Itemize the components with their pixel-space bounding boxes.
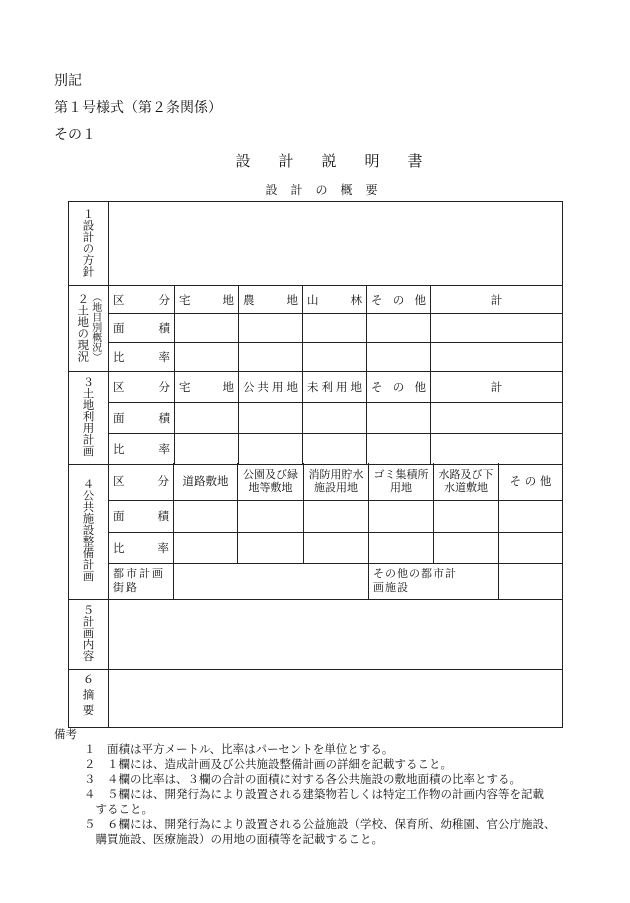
s4-ratio-park[interactable] <box>238 532 304 563</box>
section-1-label: １設計の方針 <box>81 207 96 277</box>
section-6-input[interactable] <box>109 669 563 727</box>
s3-col-category: 区 分 <box>113 380 170 394</box>
note-5-cont: 購買施設、医療施設）の用地の面積等を記載すること。 <box>84 832 383 846</box>
section-3-label: ３土地利用計画 <box>81 376 96 457</box>
section-3-label-cell <box>69 372 109 465</box>
s3-ratio-residential[interactable] <box>175 434 239 465</box>
section-1-label-cell <box>69 202 109 286</box>
section-4-label: ４公共施設整備計画 <box>81 477 96 581</box>
s4-ratio-garbage[interactable] <box>369 532 434 563</box>
section-3-header-row <box>69 372 563 403</box>
s3-col-other: そ の 他 <box>371 380 426 394</box>
section-1-row <box>69 202 563 286</box>
section-2-area-row <box>69 314 563 343</box>
s4-other-input[interactable] <box>499 563 563 599</box>
section-4-ratio-row <box>69 532 563 563</box>
note-5: ５ ６欄には、開発行為により設置される公益施設（学校、保育所、幼稚園、官公庁施設、 <box>84 817 556 831</box>
document-subtitle: 設計の概要 <box>265 183 391 197</box>
section-4-area-row <box>69 500 563 532</box>
s4-col-other: そ の 他 <box>509 474 552 489</box>
document-title: 設計説明書 <box>235 152 451 170</box>
s4-row-ratio: 比 率 <box>113 540 169 555</box>
s4-ratio-fire-water[interactable] <box>304 532 369 563</box>
s4-area-park[interactable] <box>238 500 304 532</box>
s3-area-public[interactable] <box>239 403 303 434</box>
s2-ratio-other[interactable] <box>367 343 431 372</box>
section-2-ratio-row <box>69 343 563 372</box>
s3-area-unused[interactable] <box>303 403 367 434</box>
section-2-label-cell <box>69 286 109 372</box>
s4-ratio-road[interactable] <box>174 532 238 563</box>
note-4-cont: すること。 <box>84 802 153 816</box>
section-2-header-row <box>69 286 563 314</box>
s4-area-other[interactable] <box>499 500 563 532</box>
design-form-table <box>68 201 563 465</box>
s4-col-garbage: ゴミ集積所用地 <box>373 467 429 495</box>
s2-ratio-residential[interactable] <box>175 343 239 372</box>
section-2-label: 土地の現況 <box>76 304 91 362</box>
s2-ratio-forest[interactable] <box>303 343 367 372</box>
s3-ratio-unused[interactable] <box>303 434 367 465</box>
s4-col-park: 公園及び緑地等敷地 <box>243 467 298 495</box>
s2-row-ratio: 比 率 <box>113 350 170 364</box>
notes-heading: 備考 <box>54 727 77 741</box>
header-line-2: 第１号様式（第２条関係） <box>54 100 222 116</box>
section-5-label: ５計画内容 <box>81 603 96 662</box>
s4-road-input[interactable] <box>174 563 369 599</box>
notes <box>54 727 574 847</box>
s4-area-garbage[interactable] <box>369 500 434 532</box>
s2-col-category: 区 分 <box>113 292 170 307</box>
s3-row-ratio: 比 率 <box>113 442 170 456</box>
section-5-input[interactable] <box>109 599 563 669</box>
s3-area-other[interactable] <box>367 403 431 434</box>
s3-ratio-public[interactable] <box>239 434 303 465</box>
s4-col-waterway: 水路及び下水道敷地 <box>438 467 494 495</box>
section-1-input[interactable] <box>109 202 563 286</box>
s4-road-label: 都市計画街路 <box>113 567 165 594</box>
s3-col-unused: 未 利 用 地 <box>307 380 362 394</box>
s4-area-road[interactable] <box>174 500 238 532</box>
s3-col-public: 公 共 用 地 <box>243 380 298 394</box>
design-form-table-lower <box>68 463 563 728</box>
s4-col-fire-water: 消防用貯水施設用地 <box>308 467 364 495</box>
s2-area-total[interactable] <box>431 314 563 343</box>
s3-ratio-total[interactable] <box>431 434 563 465</box>
note-2: ２ １欄には、造成計画及び公共施設整備計画の詳細を記載すること。 <box>84 757 452 771</box>
note-4: ４ ５欄には、開発行為により設置される建築物若しくは特定工作物の計画内容等を記載 <box>84 787 544 801</box>
s2-col-total: 計 <box>490 292 503 307</box>
s2-row-area: 面 積 <box>113 321 170 335</box>
s2-col-other: そ の 他 <box>371 292 426 307</box>
header-line-3: その１ <box>54 127 96 143</box>
section-4-header-row <box>69 463 563 500</box>
s2-ratio-farmland[interactable] <box>239 343 303 372</box>
s4-col-category: 区 分 <box>113 474 169 489</box>
s3-col-total: 計 <box>490 380 503 394</box>
section-2-label-sub: （地目別概況） <box>89 292 101 362</box>
header-line-1: 別記 <box>54 73 82 89</box>
s2-col-farmland: 農 地 <box>243 292 298 307</box>
s4-ratio-waterway[interactable] <box>434 532 499 563</box>
s4-row-area: 面 積 <box>113 509 169 523</box>
s4-col-road: 道路敷地 <box>182 474 229 489</box>
section-3-area-row <box>69 403 563 434</box>
section-5-label-cell <box>69 599 109 669</box>
section-5-row <box>69 599 563 669</box>
s2-area-forest[interactable] <box>303 314 367 343</box>
s4-ratio-other[interactable] <box>499 532 563 563</box>
s2-ratio-total[interactable] <box>431 343 563 372</box>
section-3-ratio-row <box>69 434 563 465</box>
s3-row-area: 面 積 <box>113 411 170 425</box>
s4-other-label: その他の都市計画施設 <box>373 567 457 594</box>
s2-col-forest: 山 林 <box>307 292 362 307</box>
s3-area-residential[interactable] <box>175 403 239 434</box>
s2-area-residential[interactable] <box>175 314 239 343</box>
section-6-row <box>69 669 563 727</box>
section-2-label-num: ２ <box>76 293 91 305</box>
s2-col-residential: 宅 地 <box>179 292 234 307</box>
s2-area-other[interactable] <box>367 314 431 343</box>
section-4-label-cell <box>69 463 109 599</box>
section-4-facility-row <box>69 563 563 599</box>
s3-col-residential: 宅 地 <box>179 380 234 394</box>
s4-area-fire-water[interactable] <box>304 500 369 532</box>
s2-area-farmland[interactable] <box>239 314 303 343</box>
section-6-label: ６摘要 <box>81 673 96 720</box>
s3-area-total[interactable] <box>431 403 563 434</box>
s3-ratio-other[interactable] <box>367 434 431 465</box>
section-6-label-cell <box>69 669 109 727</box>
note-3: ３ ４欄の比率は、３欄の合計の面積に対する各公共施設の敷地面積の比率とする。 <box>84 772 521 786</box>
note-1: １ 面積は平方メートル、比率はパーセントを単位とする。 <box>84 742 394 756</box>
s4-area-waterway[interactable] <box>434 500 499 532</box>
